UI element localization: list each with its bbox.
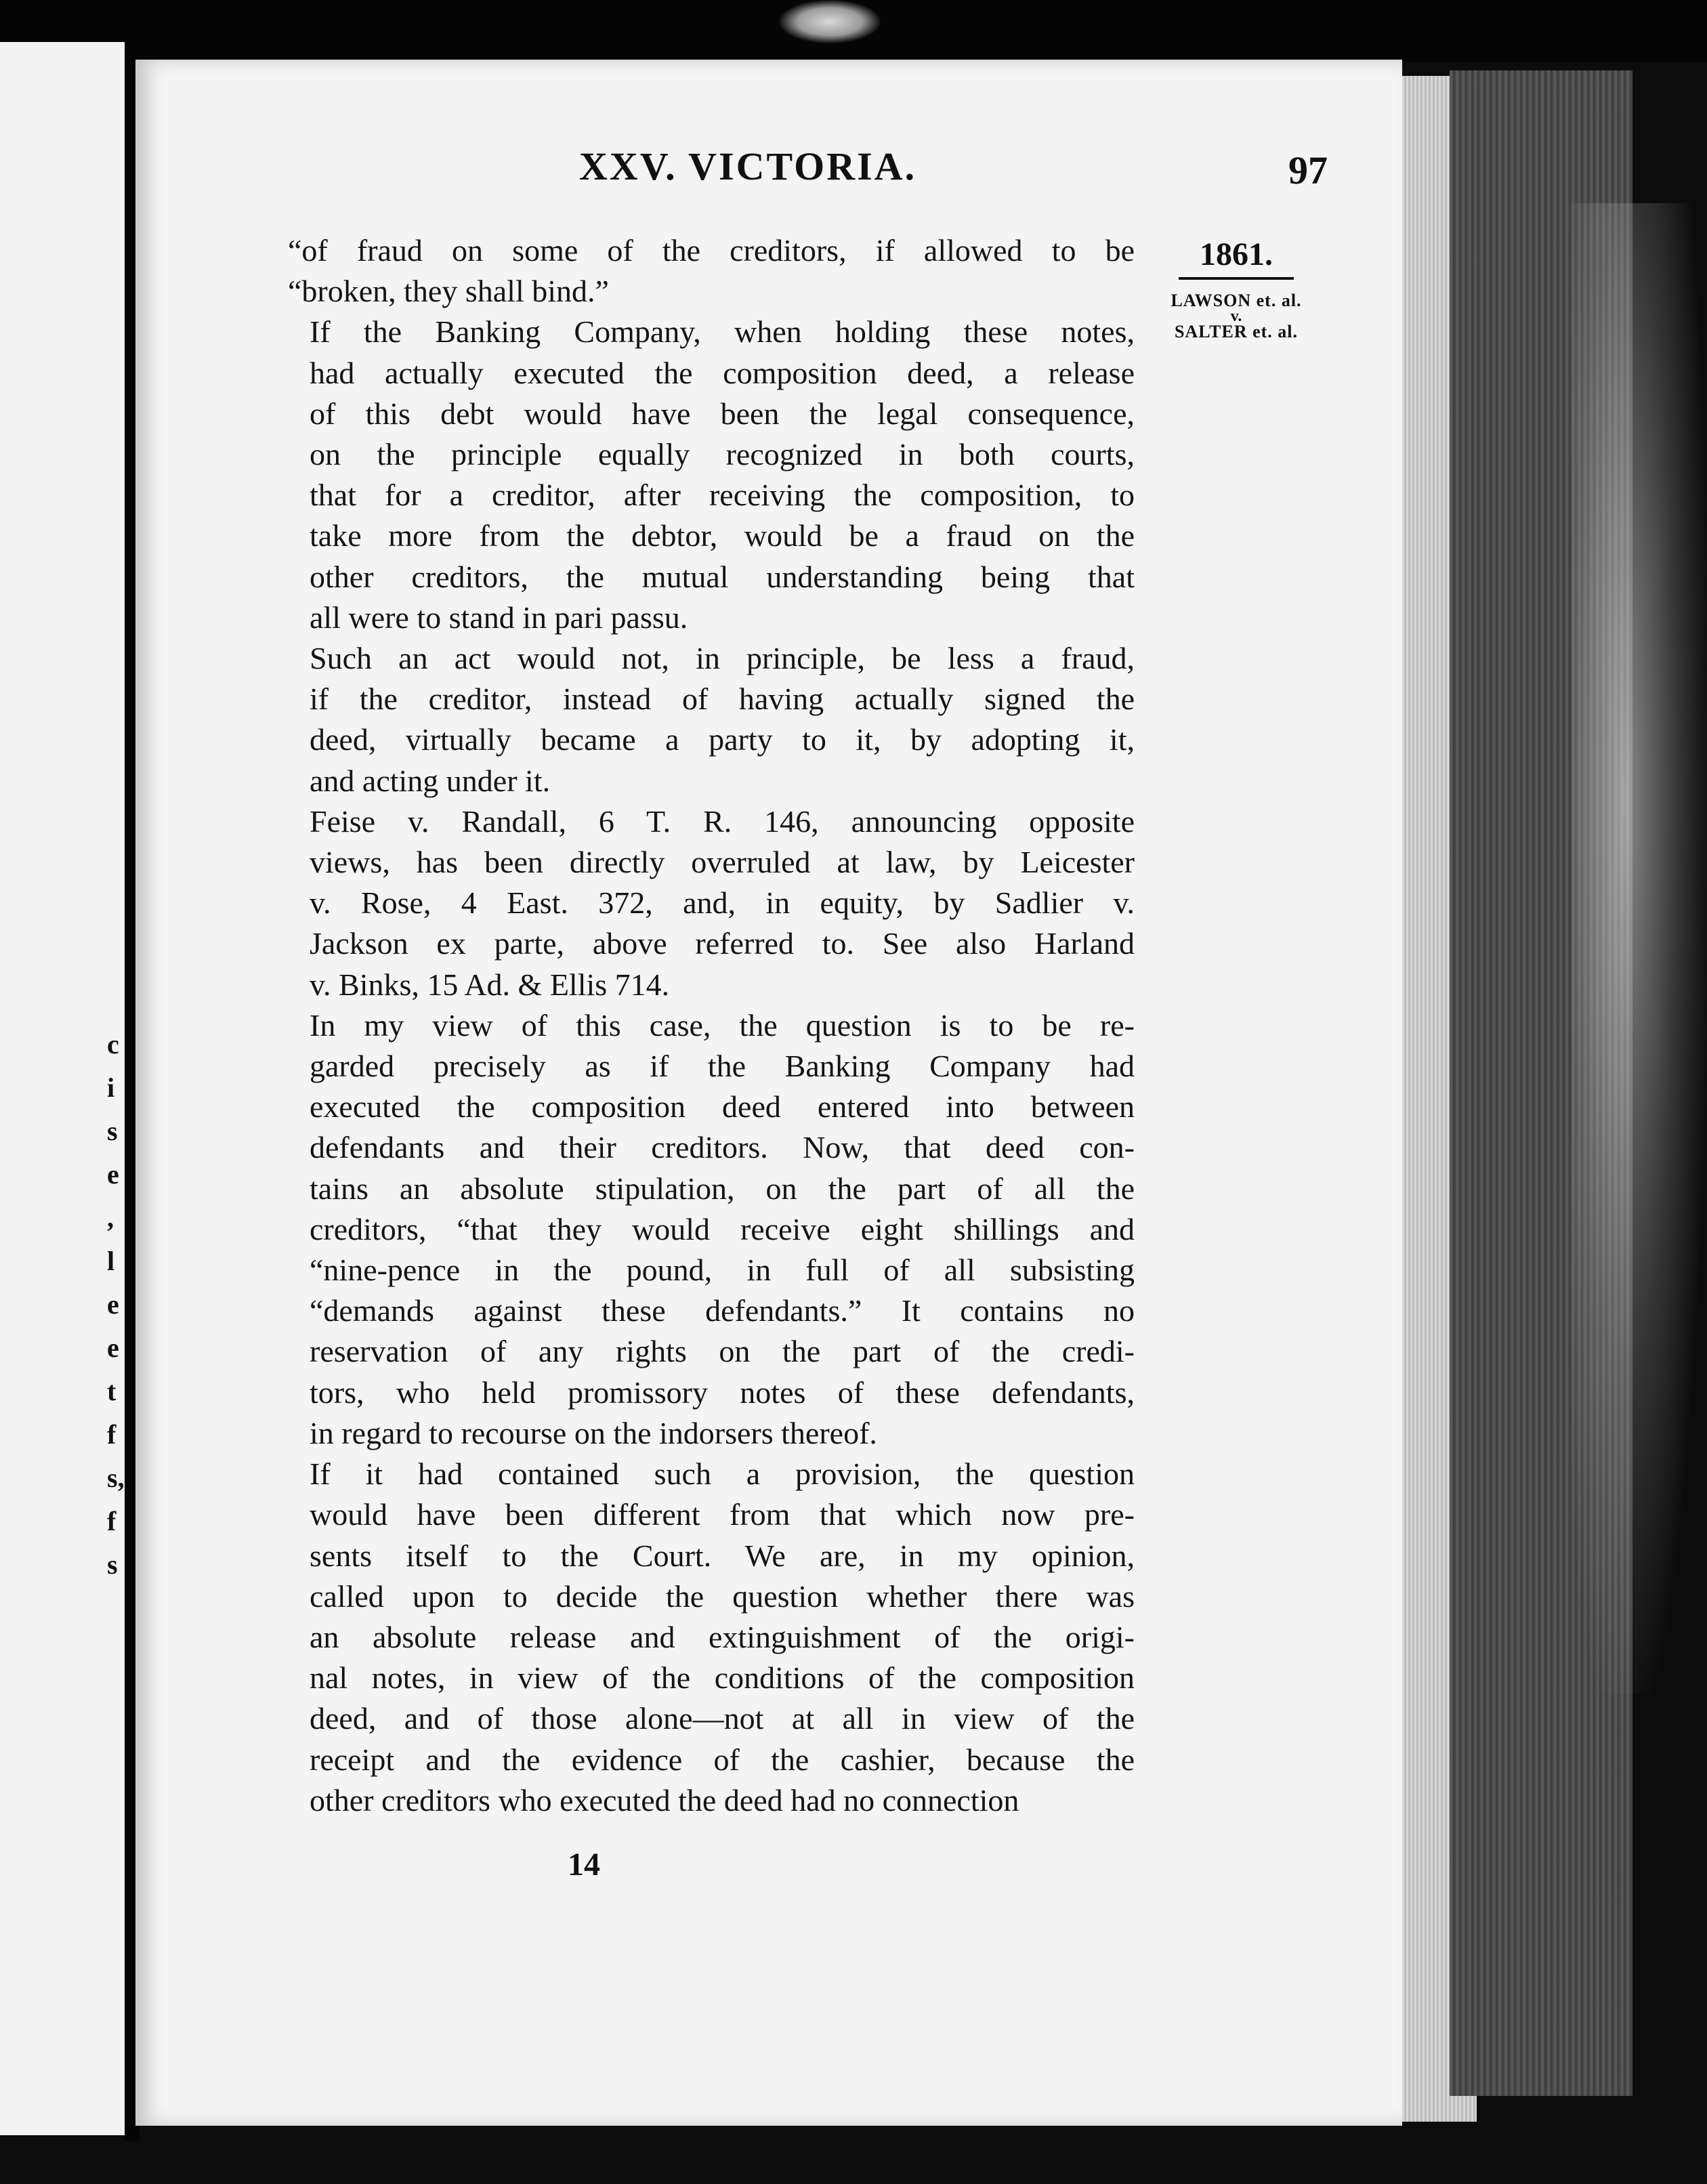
fragment-char: s [107, 1549, 118, 1580]
running-header: XXV. VICTORIA. [579, 144, 917, 188]
fragment-char: e [107, 1159, 119, 1190]
text-line: of this debt would have been the legal consequence, [310, 396, 1135, 431]
text-line: executed the composition deed entered into between [310, 1089, 1135, 1125]
text-line: deed, and of those alone—not at all in view of the [310, 1701, 1135, 1736]
text-line: garded precisely as if the Banking Company had [310, 1049, 1135, 1084]
body-text [288, 230, 1135, 1821]
text-line: in regard to recourse on the indorsers thereof. [310, 1415, 877, 1450]
sidenote-year: 1861. [1179, 236, 1294, 280]
text-line: other creditors, the mutual understanding being that [310, 559, 1135, 594]
scan-smear [1572, 203, 1707, 1694]
text-line: that for a creditor, after receiving the composition, to [310, 478, 1135, 513]
text-line: receipt and the evidence of the cashier, because the [310, 1742, 1135, 1777]
text-line: had actually executed the composition deed, a release [310, 355, 1135, 390]
fragment-char: e [107, 1289, 119, 1320]
paragraph [288, 801, 1135, 1005]
paragraph [288, 1005, 1135, 1454]
text-line: v. Binks, 15 Ad. & Ellis 714. [310, 967, 670, 1002]
text-line: views, has been directly overruled at law, by Leicester [310, 845, 1135, 880]
text-line: If it had contained such a provision, the question [310, 1456, 1135, 1492]
text-line: “nine-pence in the pound, in full of all subsisting [310, 1253, 1135, 1288]
text-line: creditors, “that they would receive eight shillings and [310, 1211, 1135, 1246]
paragraph [288, 312, 1135, 638]
fragment-char: s [107, 1116, 118, 1146]
text-line: called upon to decide the question whether there was [310, 1578, 1135, 1614]
text-line: Feise v. Randall, 6 T. R. 146, announcing opposite [310, 803, 1135, 839]
text-line: In my view of this case, the question is to be re- [310, 1007, 1135, 1043]
fragment-char: f [107, 1419, 117, 1450]
text-line: “demands against these defendants.” It contains no [310, 1293, 1135, 1328]
text-line: tors, who held promissory notes of these defendants, [310, 1374, 1135, 1410]
text-line: v. Rose, 4 East. 372, and, in equity, by Sadlier v. [310, 885, 1135, 921]
text-line: reservation of any rights on the part of the credi- [310, 1334, 1135, 1369]
scan-blot [779, 0, 881, 43]
sidenote-party-2: SALTER et. al. [1174, 322, 1299, 341]
text-line: other creditors who executed the deed had no connection [310, 1782, 1019, 1818]
fragment-char: e [107, 1332, 119, 1363]
fragment-char: l [107, 1246, 115, 1276]
text-line: on the principle equally recognized in both courts, [310, 437, 1135, 472]
text-line: Jackson ex parte, above referred to. See also Harland [310, 926, 1135, 961]
text-line: nal notes, in view of the conditions of the composition [310, 1660, 1135, 1696]
signature-mark: 14 [568, 1847, 600, 1883]
text-line: take more from the debtor, would be a fraud on the [310, 518, 1135, 553]
text-line: if the creditor, instead of having actually signed the [310, 681, 1135, 717]
fragment-char: , [107, 1202, 114, 1233]
case-sidenote [1152, 236, 1321, 342]
text-line: and acting under it. [310, 763, 551, 798]
fragment-char: i [107, 1072, 115, 1103]
text-line: sents itself to the Court. We are, in my opinion, [310, 1538, 1135, 1573]
text-line: deed, virtually became a party to it, by adopting it, [310, 722, 1135, 757]
text-line: Such an act would not, in principle, be less a fraud, [310, 641, 1135, 676]
paragraph [288, 1454, 1135, 1821]
text-line: all were to stand in pari passu. [310, 600, 688, 635]
page-number: 97 [1288, 148, 1328, 192]
sidenote-versus: v. [1230, 308, 1242, 325]
text-line: tains an absolute stipulation, on the part of all the [310, 1171, 1135, 1206]
sidenote-party-1: LAWSON et. al. [1171, 291, 1302, 310]
text-line: “of fraud on some of the creditors, if allowed to be [288, 233, 1135, 268]
fragment-char: f [107, 1506, 117, 1536]
fragment-char: s, [107, 1463, 125, 1493]
paragraph [288, 638, 1135, 801]
facing-page-left [0, 42, 125, 2135]
text-line: an absolute release and extinguishment of the origi- [310, 1619, 1135, 1654]
paragraph [288, 230, 1135, 312]
text-line: defendants and their creditors. Now, that deed con- [310, 1130, 1135, 1165]
text-line: If the Banking Company, when holding these notes, [310, 314, 1135, 350]
text-line: would have been different from that which now pre- [310, 1497, 1135, 1532]
fragment-char: t [107, 1376, 117, 1406]
text-line: “broken, they shall bind.” [288, 274, 609, 309]
fragment-char: c [107, 1029, 119, 1059]
